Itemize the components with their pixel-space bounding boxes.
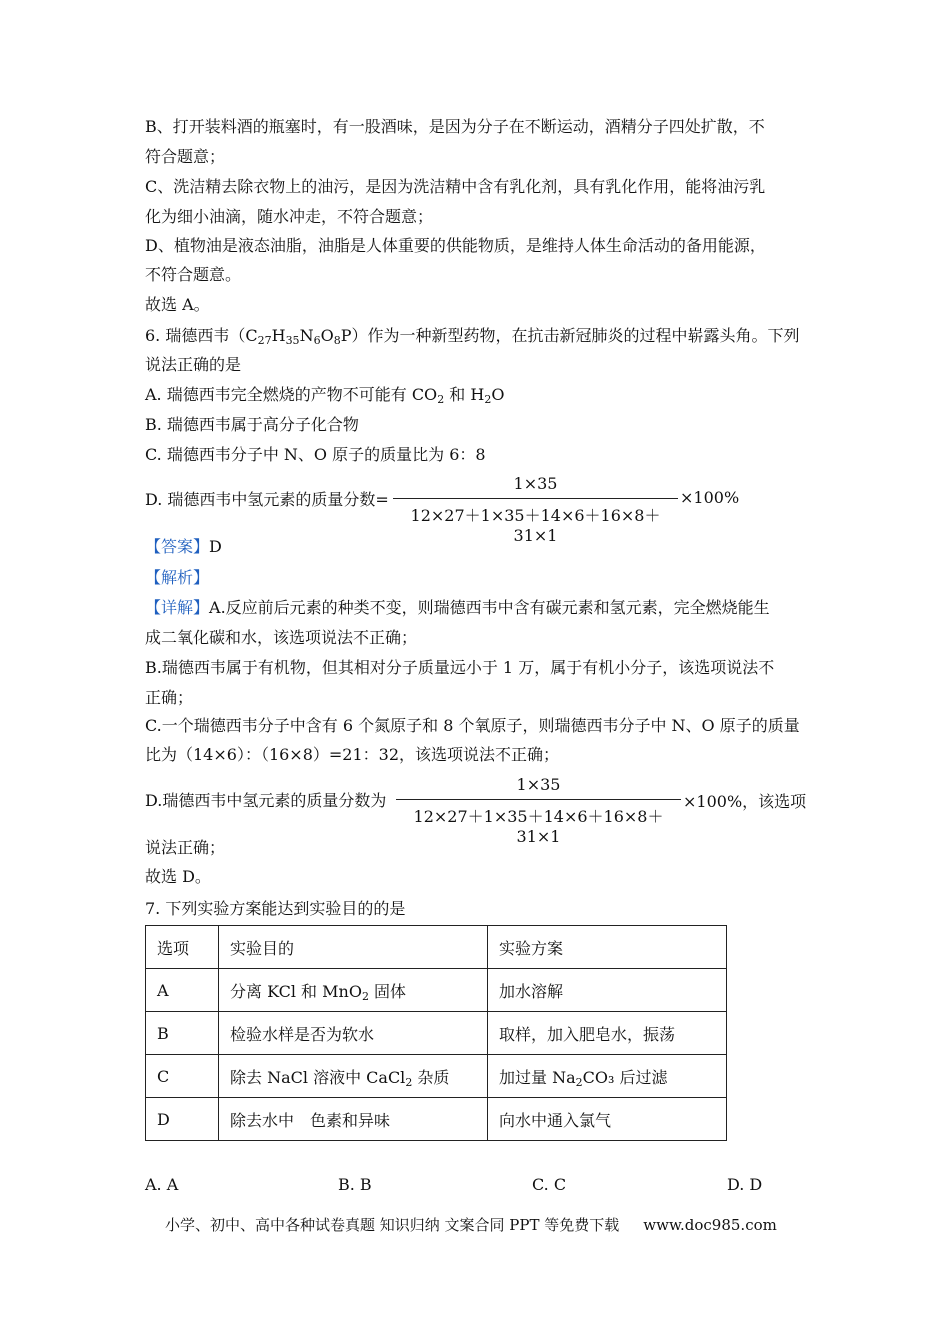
table-cell-purpose <box>219 1055 488 1098</box>
option-a-sub: 2 <box>484 393 492 406</box>
q6-part: 6. 瑞德西韦（C <box>145 326 258 345</box>
question-7-stem: 7. 下列实验方案能达到实验目的的是 <box>145 899 406 918</box>
option-a-part: O <box>491 385 505 404</box>
q6-sub: 6 <box>313 334 321 347</box>
page-footer <box>165 1214 777 1235</box>
detail-text: A.反应前后元素的种类不变，则瑞德西韦中含有碳元素和氢元素，完全燃烧能生 <box>209 598 770 617</box>
text-line: D、植物油是液态油脂，油脂是人体重要的供能物质，是维持人体生命活动的备用能源， <box>145 236 766 255</box>
purpose-text: 分离 KCl 和 MnO <box>230 981 362 1001</box>
suffix-tail-text: ，该选项 <box>742 792 807 811</box>
detail-tag: 【详解】 <box>145 598 210 617</box>
q6-part: P）作为一种新型药物，在抗击新冠肺炎的过程中崭露头角。下列 <box>340 326 800 345</box>
q6-part: N <box>299 326 314 345</box>
purpose-text: 除去 NaCl 溶液中 CaCl <box>230 1067 406 1087</box>
text-line: B.瑞德西韦属于有机物，但其相对分子质量远小于 1 万，属于有机小分子，该选项说法不 <box>145 658 775 677</box>
option-d: D. 瑞德西韦中氢元素的质量分数= <box>145 490 389 509</box>
table-cell-option: C <box>146 1055 219 1098</box>
fraction-numerator: 1×35 <box>513 474 558 493</box>
choice-b: B. B <box>338 1175 372 1194</box>
fraction-numerator: 1×35 <box>516 775 561 794</box>
fraction-explanation-d <box>396 775 681 846</box>
text-line: 不符合题意。 <box>145 265 242 284</box>
experiment-table <box>145 925 727 1141</box>
q6-sub: 27 <box>257 334 272 347</box>
plan-tail: CO₃ 后过滤 <box>582 1067 668 1087</box>
answer-tag: 【答案】 <box>145 537 210 556</box>
option-a-part: 和 H <box>444 385 485 404</box>
answer-value: D <box>209 537 222 556</box>
text-line: 化为细小油滴，随水冲走，不符合题意； <box>145 207 434 226</box>
q6-sub: 35 <box>285 334 300 347</box>
q6-part: H <box>271 326 286 345</box>
fraction-bar <box>396 799 681 800</box>
table-cell-purpose <box>219 969 488 1012</box>
text-line: 说法正确的是 <box>145 355 242 374</box>
choice-a: A. A <box>145 1175 179 1194</box>
fraction-bar <box>393 498 678 499</box>
text-line: 成二氧化碳和水，该选项说法不正确； <box>145 628 418 647</box>
question-6-stem <box>145 325 799 347</box>
purpose-tail: 杂质 <box>412 1067 450 1087</box>
plan-sub: 2 <box>575 1075 583 1089</box>
text-line: 说法正确； <box>145 838 226 857</box>
text-line: C.一个瑞德西韦分子中含有 6 个氮原子和 8 个氧原子，则瑞德西韦分子中 N、O 原子的质量 <box>145 716 800 735</box>
analysis-tag: 【解析】 <box>145 568 210 587</box>
text-line: 比为（14×6）：（16×8）=21：32，该选项说法不正确； <box>145 745 560 764</box>
table-row <box>146 1055 727 1098</box>
table-cell-option: D <box>146 1098 219 1141</box>
table-cell-plan <box>488 1055 727 1098</box>
option-a <box>145 384 504 406</box>
table-cell-plan: 向水中通入氯气 <box>488 1098 727 1141</box>
fraction-denominator: 12×27＋1×35＋14×6＋16×8＋31×1 <box>413 807 664 846</box>
text-line: C、洗洁精去除衣物上的油污，是因为洗洁精中含有乳化剂，具有乳化作用，能将油污乳 <box>145 177 766 196</box>
table-cell-option: B <box>146 1012 219 1055</box>
table-row <box>146 1098 727 1141</box>
purpose-tail: 固体 <box>368 981 407 1001</box>
plan-text: 加过量 Na <box>499 1067 576 1087</box>
choice-d: D. D <box>727 1175 763 1194</box>
purpose-sub: 2 <box>361 989 369 1003</box>
footer-text: 小学、初中、高中各种试卷真题 知识归纳 文案合同 PPT 等免费下载 <box>165 1216 620 1234</box>
purpose-sub: 2 <box>405 1075 413 1089</box>
q6-part: O <box>320 326 334 345</box>
table-cell-plan: 加水溶解 <box>488 969 727 1012</box>
option-c: C. 瑞德西韦分子中 N、O 原子的质量比为 6：8 <box>145 445 486 464</box>
text-line: 正确； <box>145 688 194 707</box>
table-cell-purpose: 检验水样是否为软水 <box>219 1012 488 1055</box>
table-row <box>146 1012 727 1055</box>
footer-url[interactable]: www.doc985.com <box>643 1216 777 1234</box>
table-cell-purpose: 除去水中 色素和异味 <box>219 1098 488 1141</box>
q6-sub: 8 <box>333 334 341 347</box>
option-a-part: A. 瑞德西韦完全燃烧的产物不可能有 CO <box>145 385 438 404</box>
choice-c: C. C <box>532 1175 567 1194</box>
table-row <box>146 969 727 1012</box>
percent-suffix: ×100% <box>680 488 740 507</box>
answer-line <box>145 536 222 558</box>
percent-suffix-tail <box>683 789 806 812</box>
option-a-sub: 2 <box>437 393 445 406</box>
table-cell-option: A <box>146 969 219 1012</box>
text-line: B、打开装料酒的瓶塞时，有一股酒味，是因为分子在不断运动，酒精分子四处扩散，不 <box>145 117 765 136</box>
text-line: D.瑞德西韦中氢元素的质量分数为 <box>145 791 387 810</box>
table-header-cell: 实验方案 <box>488 926 727 969</box>
detail-line <box>145 597 770 619</box>
fraction-denominator: 12×27＋1×35＋14×6＋16×8＋31×1 <box>410 506 661 545</box>
percent-suffix: ×100% <box>683 792 743 811</box>
text-line: 符合题意； <box>145 147 226 166</box>
fraction-option-d <box>393 474 678 545</box>
table-cell-plan: 取样，加入肥皂水，振荡 <box>488 1012 727 1055</box>
table-header-cell: 选项 <box>146 926 219 969</box>
table-header-cell: 实验目的 <box>219 926 488 969</box>
text-line: 故选 A。 <box>145 295 210 314</box>
option-b: B. 瑞德西韦属于高分子化合物 <box>145 415 359 434</box>
text-line: 故选 D。 <box>145 867 211 886</box>
table-header-row <box>146 926 727 969</box>
